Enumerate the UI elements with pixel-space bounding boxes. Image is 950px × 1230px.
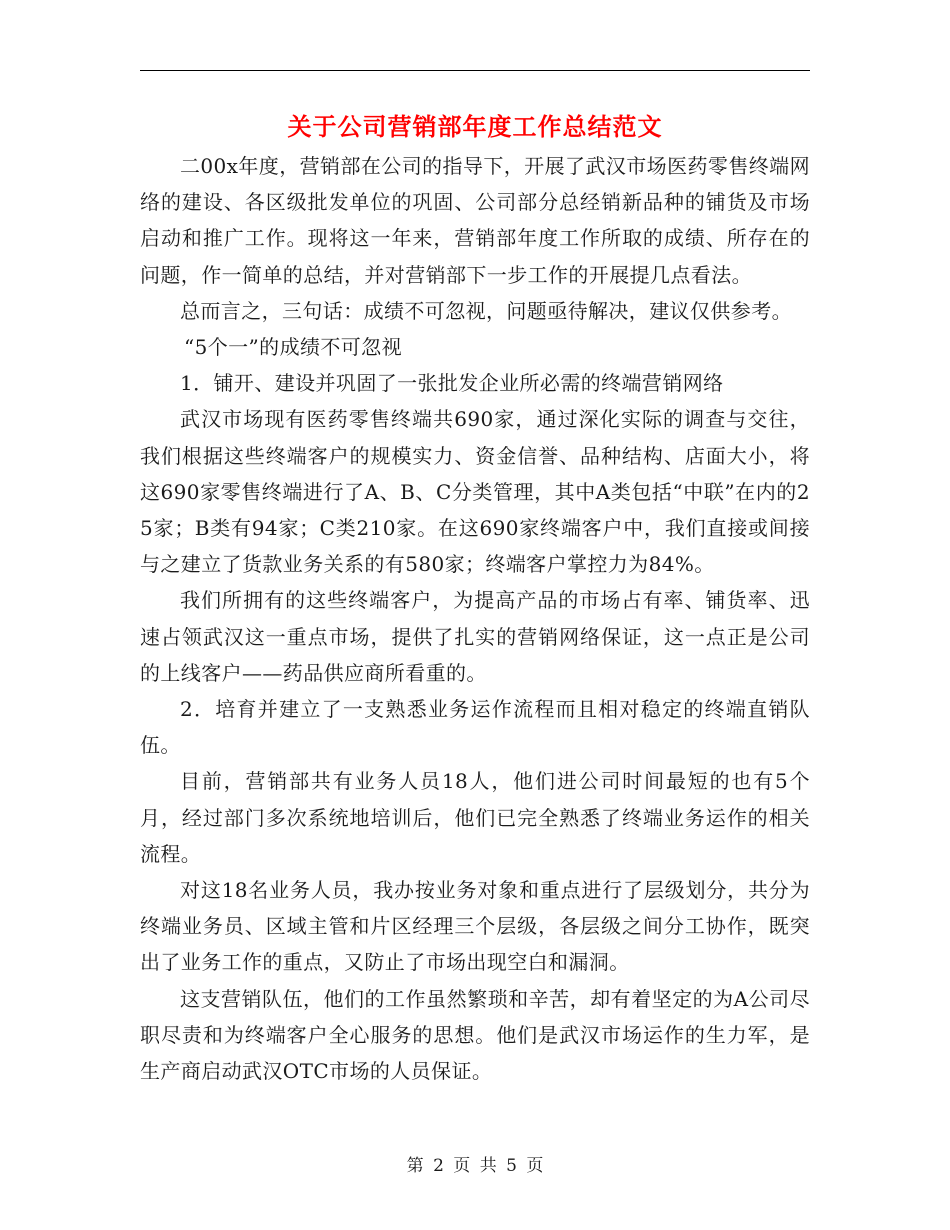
subheading-network: 1．铺开、建设并巩固了一张批发企业所必需的终端营销网络 [180, 371, 724, 396]
paragraph-terminal-stats: 武汉市场现有医药零售终端共690家，通过深化实际的调查与交往，我们根据这些终端客户的规模实力、资金信誉、品种结构、店面大小，将这690家零售终端进行了A、B、C分类管理，其中A类包括“中联”在内的25家；B类有94家；C类210家。在这690家终端客户中，我们直接或间接与之建立了货款业务关系的有580家；终端客户掌控力为84%。 [140, 407, 810, 577]
paragraph-network-value: 我们所拥有的这些终端客户，为提高产品的市场占有率、铺货率、迅速占领武汉这一重点市场，提供了扎实的营销网络保证，这一点正是公司的上线客户——药品供应商所看重的。 [140, 588, 810, 685]
paragraph-team-spirit: 这支营销队伍，他们的工作虽然繁琐和辛苦，却有着坚定的为A公司尽职尽责和为终端客户全心服务的思想。他们是武汉市场运作的生力军，是生产商启动武汉OTC市场的人员保证。 [140, 986, 810, 1084]
header-rule [140, 70, 810, 71]
paragraph-team-levels: 对这18名业务人员，我办按业务对象和重点进行了层级划分，共分为终端业务员、区域主管和片区经理三个层级，各层级之间分工协作，既突出了业务工作的重点，又防止了市场出现空白和漏洞。 [140, 878, 810, 975]
document-body [140, 148, 810, 1089]
paragraph-intro: 二00x年度，营销部在公司的指导下，开展了武汉市场医药零售终端网络的建设、各区级批发单位的巩固、公司部分总经销新品种的铺货及市场启动和推广工作。现将这一年来，营销部年度工作所取的成绩、所存在的问题，作一简单的总结，并对营销部下一步工作的开展提几点看法。 [140, 154, 810, 287]
paragraph-team-size: 目前，营销部共有业务人员18人，他们进公司时间最短的也有5个月，经过部门多次系统地培训后，他们已完全熟悉了终端业务运作的相关流程。 [140, 769, 810, 866]
section-heading-achievements: “5个一”的成绩不可忽视 [184, 335, 402, 360]
paragraph-summary: 总而言之，三句话：成绩不可忽视，问题亟待解决，建议仅供参考。 [180, 298, 792, 323]
document-title: 关于公司营销部年度工作总结范文 [287, 112, 663, 141]
page-number: 第 2 页 共 5 页 [406, 1156, 544, 1176]
subheading-sales-team: 2．培育并建立了一支熟悉业务运作流程而且相对稳定的终端直销队伍。 [140, 697, 810, 758]
